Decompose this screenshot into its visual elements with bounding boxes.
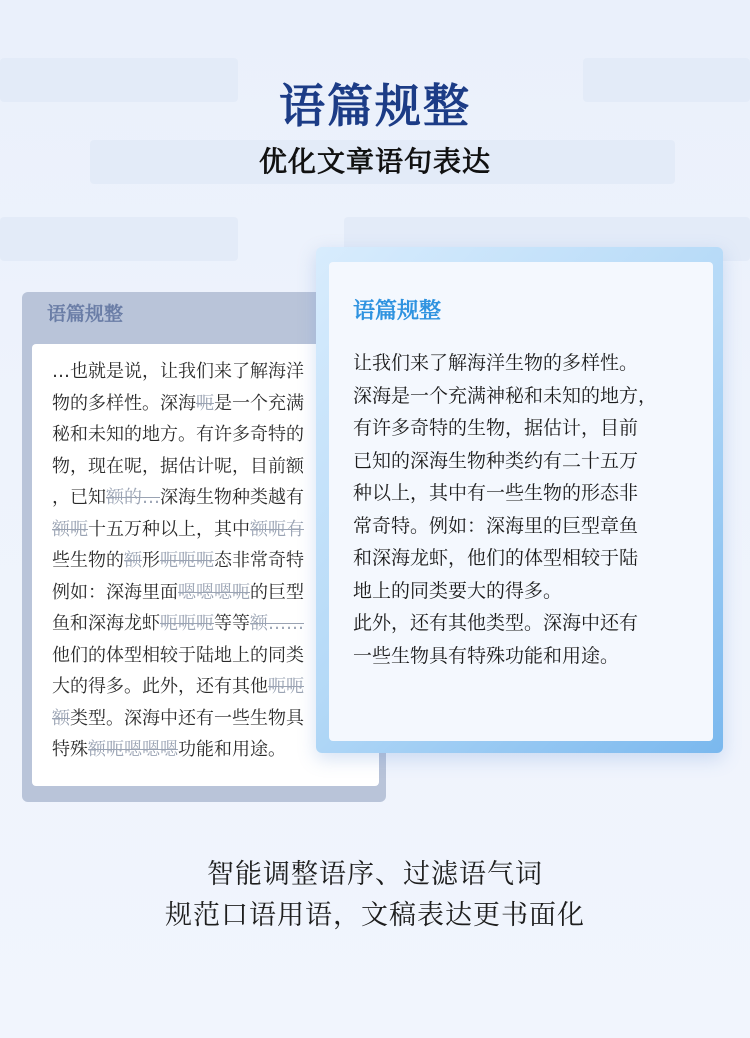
deleted-filler-word: 额 <box>124 550 142 571</box>
after-text-line: 已知的深海生物种类约有二十五万 <box>353 449 639 472</box>
text-segment: 例如：深海里面 <box>52 581 178 603</box>
before-text-line <box>52 422 304 448</box>
after-text-line: 种以上，其中有一些生物的形态非 <box>353 482 639 504</box>
deleted-filler-word: 额的… <box>106 487 160 508</box>
deleted-filler-word: 额呃 <box>52 518 88 540</box>
text-segment: 态非常奇特 <box>214 550 304 571</box>
deleted-filler-word: 额…… <box>250 613 304 634</box>
deleted-filler-word: 额呃有 <box>250 518 304 540</box>
before-text-line <box>52 674 304 700</box>
after-text-line: 一些生物具有特殊功能和用途。 <box>353 644 620 667</box>
text-segment: 功能和用途。 <box>178 739 286 760</box>
text-segment: 些生物的 <box>52 550 124 571</box>
deleted-filler-word: 嗯嗯嗯呃 <box>178 581 250 603</box>
text-segment: 等等 <box>214 613 250 634</box>
deleted-filler-word: 呃呃 <box>268 676 304 697</box>
after-card <box>316 247 723 753</box>
after-text-line: 和深海龙虾，他们的体型相较于陆 <box>353 547 639 569</box>
before-text-line <box>52 611 304 637</box>
before-text-line <box>52 643 304 669</box>
text-segment: 物的多样性。深海 <box>52 392 196 414</box>
before-text-line <box>52 706 304 732</box>
before-text-line <box>52 580 304 606</box>
before-text-line <box>52 359 304 385</box>
after-text-line: 常奇特。例如：深海里的巨型章鱼 <box>353 514 639 537</box>
deleted-filler-word: 额 <box>52 707 70 729</box>
text-segment: 秘和未知的地方。有许多奇特的 <box>52 424 304 445</box>
text-segment: ，已知 <box>52 487 106 508</box>
text-segment: 他们的体型相较于陆地上的同类 <box>52 644 304 666</box>
deleted-filler-word: 呃 <box>196 392 214 414</box>
deleted-filler-word: 额呃嗯嗯嗯 <box>88 739 178 760</box>
text-segment: 深海生物种类越有 <box>160 487 304 508</box>
text-segment: 类型。深海中还有一些生物具 <box>70 707 304 729</box>
text-segment: 的巨型 <box>250 581 304 603</box>
text-segment: …也就是说，让我们来了解海洋 <box>52 361 304 382</box>
after-text-line: 有许多奇特的生物，据估计，目前 <box>353 417 639 439</box>
before-text-line <box>52 548 304 574</box>
deleted-filler-word: 呃呃呃 <box>160 550 214 571</box>
text-segment: 物，现在呢，据估计呢，目前额 <box>52 455 304 477</box>
caption-line-2: 规范口语用语，文稿表达更书面化 <box>165 900 585 931</box>
deleted-filler-word: 呃呃呃 <box>160 613 214 634</box>
caption-line-1: 智能调整语序、过滤语气词 <box>207 859 543 890</box>
text-segment: 鱼和深海龙虾 <box>52 613 160 634</box>
after-card-inner <box>329 262 713 741</box>
text-segment: 十五万种以上，其中 <box>88 518 250 540</box>
after-card-title: 语篇规整 <box>353 299 442 324</box>
background-strip <box>0 217 238 261</box>
after-text-line: 让我们来了解海洋生物的多样性。 <box>353 352 639 374</box>
text-segment: 是一个充满 <box>214 392 304 414</box>
text-segment: 形 <box>142 550 160 571</box>
after-text-line: 此外，还有其他类型。深海中还有 <box>353 612 639 634</box>
hero-title: 语篇规整 <box>279 79 471 133</box>
before-card-title: 语篇规整 <box>47 303 124 325</box>
before-text-line <box>52 454 304 480</box>
after-text-line: 深海是一个充满神秘和未知的地方， <box>353 384 658 407</box>
before-text-line <box>52 485 304 511</box>
before-text-line <box>52 737 286 763</box>
text-segment: 特殊 <box>52 739 88 760</box>
before-text-line <box>52 517 304 543</box>
hero-subtitle: 优化文章语句表达 <box>258 145 491 178</box>
after-text-line: 地上的同类要大的得多。 <box>353 579 563 602</box>
before-text-line <box>52 391 304 417</box>
text-segment: 大的得多。此外，还有其他 <box>52 676 268 697</box>
